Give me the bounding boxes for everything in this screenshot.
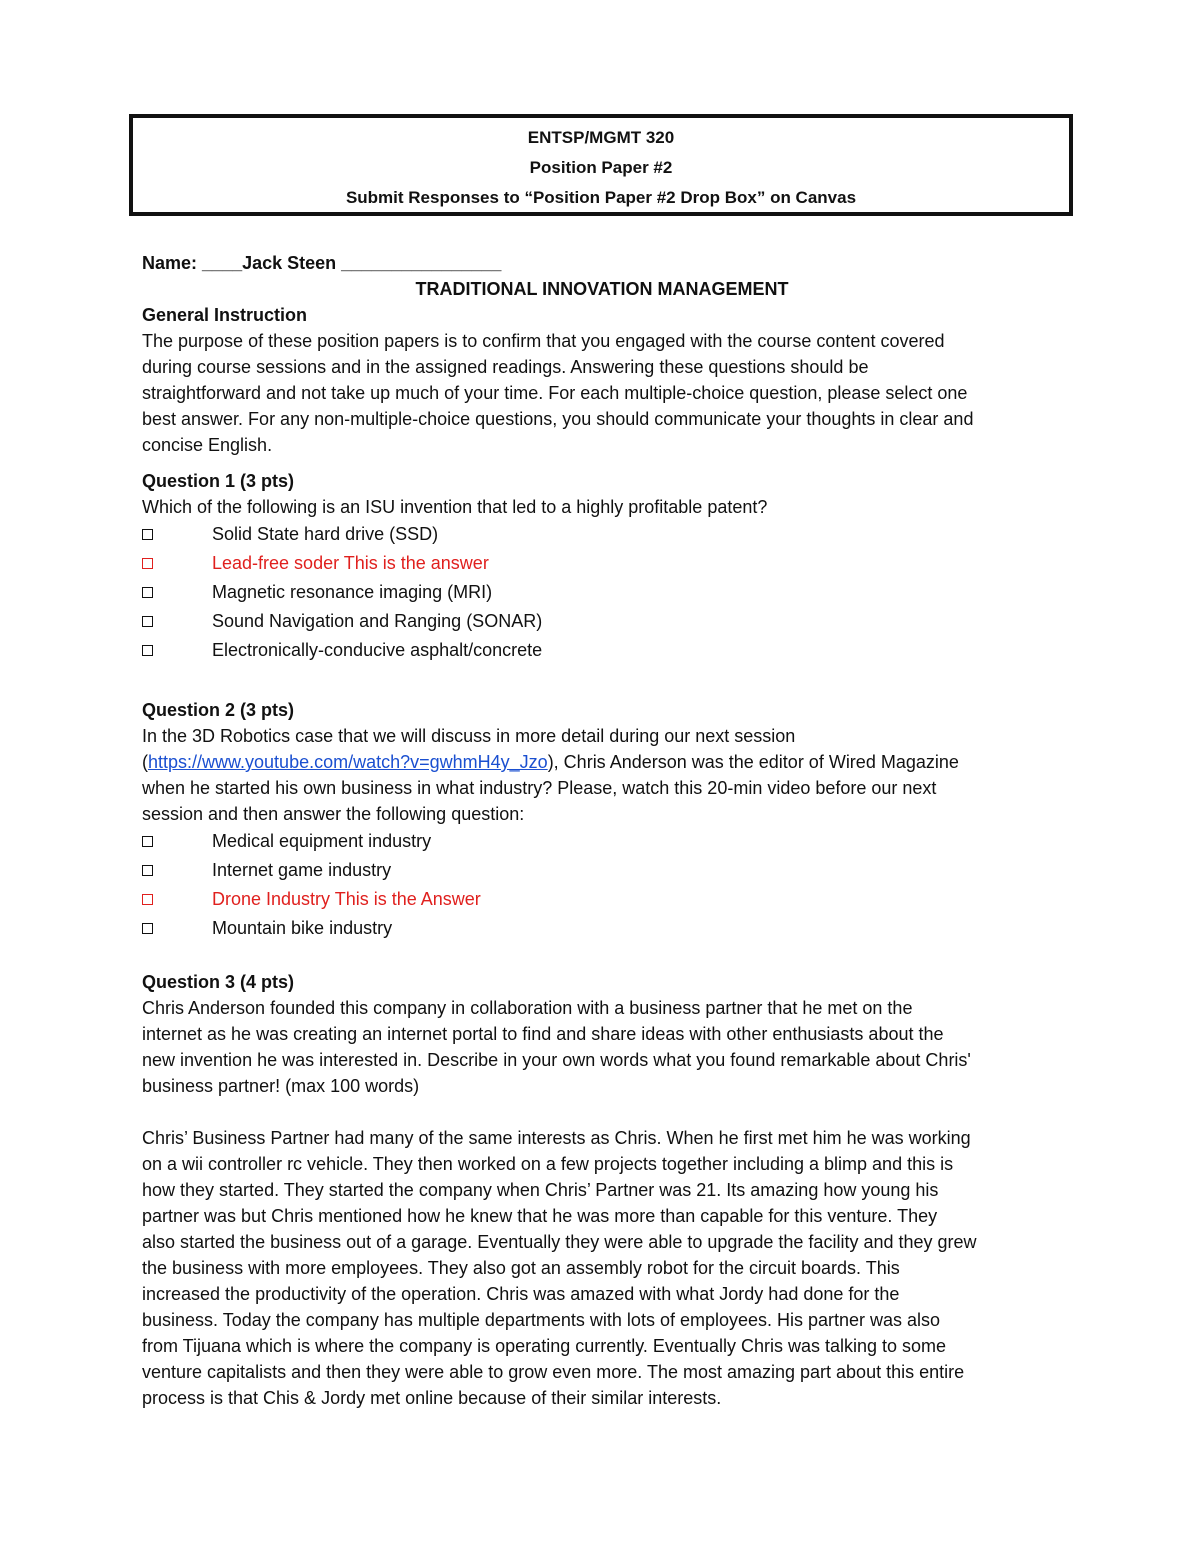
q1-option-3[interactable] — [142, 578, 1062, 607]
checkbox-icon[interactable] — [142, 587, 153, 598]
answer-line: partner was but Chris mentioned how he knew that he was more than capable for this venture. They — [142, 1206, 938, 1226]
checkbox-icon[interactable] — [142, 558, 153, 569]
option-label: Mountain bike industry — [212, 918, 393, 938]
question-3-prompt-line: internet as he was creating an internet portal to find and share ideas with other enthusiasts about the — [142, 1024, 944, 1044]
answer-line: venture capitalists and then they were able to grow even more. The most amazing part about this entire — [142, 1362, 965, 1382]
answer-line: the business with more employees. They also got an assembly robot for the circuit boards. This — [142, 1258, 900, 1278]
q2-option-2[interactable] — [142, 856, 1062, 885]
option-label: Drone Industry This is the Answer — [212, 889, 481, 909]
question-2-heading: Question 2 (3 pts) — [142, 700, 295, 720]
name-label: Name: — [142, 253, 198, 273]
q1-option-4[interactable] — [142, 607, 1062, 636]
submit-instruction: Submit Responses to “Position Paper #2 Drop Box” on Canvas — [345, 188, 857, 207]
q1-option-2-answer[interactable] — [142, 549, 1062, 578]
q1-option-5[interactable] — [142, 636, 1062, 665]
answer-line: how they started. They started the company when Chris’ Partner was 21. Its amazing how young his — [142, 1180, 939, 1200]
general-instruction-text — [142, 328, 1062, 458]
answer-line: process is that Chis & Jordy met online because of their similar interests. — [142, 1388, 722, 1408]
general-line: during course sessions and in the assigned readings. Answering these questions should be — [142, 357, 869, 377]
section-title: TRADITIONAL INNOVATION MANAGEMENT — [415, 279, 789, 299]
name-line — [142, 250, 1062, 276]
question-2-line — [142, 749, 1062, 775]
option-label: Lead-free soder This is the answer — [212, 553, 489, 573]
checkbox-icon[interactable] — [142, 645, 153, 656]
option-label: Electronically-conducive asphalt/concrete — [212, 640, 543, 660]
checkbox-icon[interactable] — [142, 923, 153, 934]
answer-line: business. Today the company has multiple departments with lots of employees. His partner was also — [142, 1310, 941, 1330]
checkbox-icon[interactable] — [142, 894, 153, 905]
paper-title: Position Paper #2 — [529, 158, 673, 177]
youtube-link[interactable]: https://www.youtube.com/watch?v=gwhmH4y_Jzo — [148, 752, 548, 772]
question-2-line: session and then answer the following question: — [142, 804, 525, 824]
question-2 — [142, 697, 1062, 943]
question-3 — [142, 969, 1062, 1411]
question-1-heading: Question 1 (3 pts) — [142, 471, 295, 491]
question-3-prompt-line: new invention he was interested in. Describe in your own words what you found remarkable about Chris' — [142, 1050, 971, 1070]
name-value: ____Jack Steen ________________ — [202, 253, 502, 273]
answer-line: Chris’ Business Partner had many of the same interests as Chris. When he first met him he was working — [142, 1128, 971, 1148]
answer-line: from Tijuana which is where the company is operating currently. Eventually Chris was talking to some — [142, 1336, 947, 1356]
question-2-line: In the 3D Robotics case that we will discuss in more detail during our next session — [142, 726, 796, 746]
question-3-prompt-line: Chris Anderson founded this company in collaboration with a business partner that he met on the — [142, 998, 913, 1018]
answer-line: increased the productivity of the operation. Chris was amazed with what Jordy had done for the — [142, 1284, 900, 1304]
q2-option-3-answer[interactable] — [142, 885, 1062, 914]
question-2-line: when he started his own business in what industry? Please, watch this 20-min video before our next — [142, 778, 937, 798]
general-instruction-heading: General Instruction — [142, 305, 308, 325]
checkbox-icon[interactable] — [142, 836, 153, 847]
question-1 — [142, 468, 1062, 665]
option-label: Magnetic resonance imaging (MRI) — [212, 582, 493, 602]
checkbox-icon[interactable] — [142, 865, 153, 876]
question-1-prompt: Which of the following is an ISU invention that led to a highly profitable patent? — [142, 497, 768, 517]
option-label: Sound Navigation and Ranging (SONAR) — [212, 611, 543, 631]
general-line: The purpose of these position papers is to confirm that you engaged with the course content covered — [142, 331, 945, 351]
q2-option-4[interactable] — [142, 914, 1062, 943]
general-line: concise English. — [142, 435, 273, 455]
q1-option-1[interactable] — [142, 520, 1062, 549]
checkbox-icon[interactable] — [142, 529, 153, 540]
checkbox-icon[interactable] — [142, 616, 153, 627]
question-3-prompt-line: business partner! (max 100 words) — [142, 1076, 420, 1096]
open-paren: ( — [142, 752, 148, 772]
question-3-answer — [142, 1125, 1062, 1411]
header-box — [129, 114, 1073, 216]
question-3-heading: Question 3 (4 pts) — [142, 972, 295, 992]
answer-line: on a wii controller rc vehicle. They then worked on a few projects together including a blimp and this is — [142, 1154, 954, 1174]
option-label: Internet game industry — [212, 860, 392, 880]
option-label: Solid State hard drive (SSD) — [212, 524, 439, 544]
option-label: Medical equipment industry — [212, 831, 432, 851]
question-2-line-rest: ), Chris Anderson was the editor of Wired Magazine — [547, 752, 959, 772]
q2-option-1[interactable] — [142, 827, 1062, 856]
course-code: ENTSP/MGMT 320 — [527, 128, 675, 147]
answer-line: also started the business out of a garage. Eventually they were able to upgrade the facility and they grew — [142, 1232, 977, 1252]
general-line: straightforward and not take up much of your time. For each multiple-choice question, please select one — [142, 383, 968, 403]
document-body — [142, 250, 1062, 1411]
general-line: best answer. For any non-multiple-choice questions, you should communicate your thoughts in clear and — [142, 409, 974, 429]
